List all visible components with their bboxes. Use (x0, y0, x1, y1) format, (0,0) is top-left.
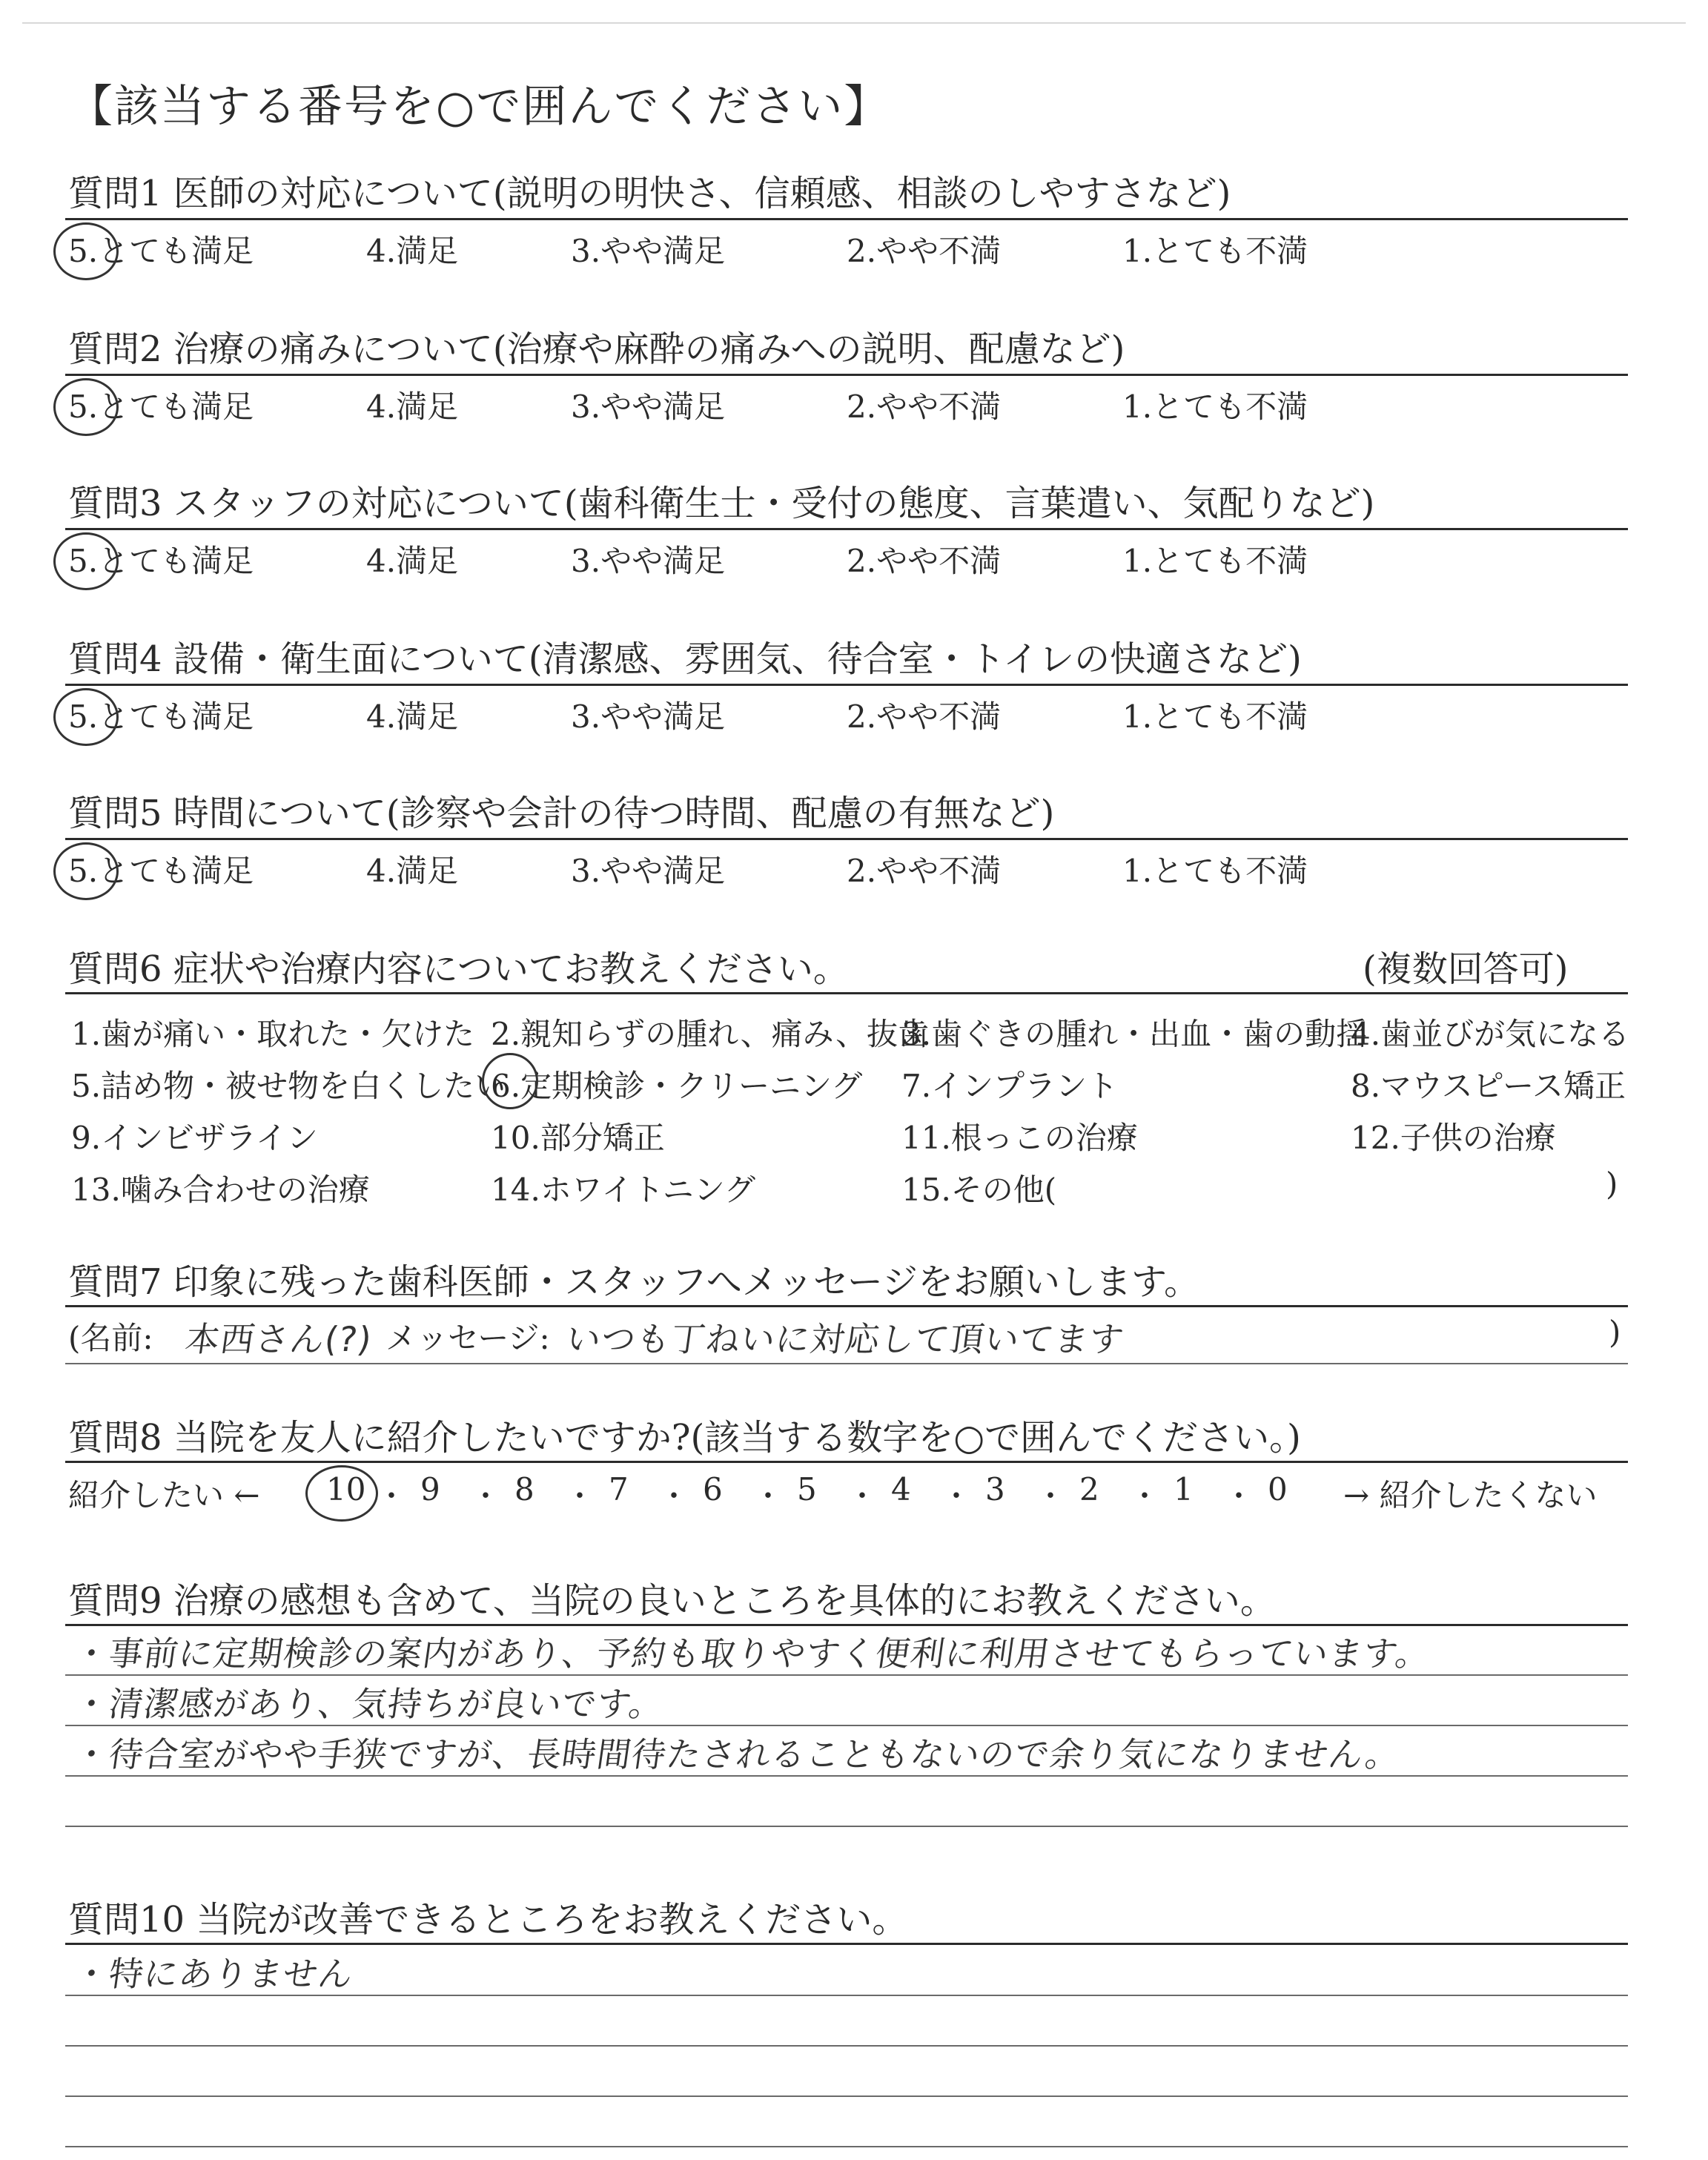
rating-option: 2.やや不満 (847, 233, 1002, 269)
q8-scale-value: 1 (1174, 1471, 1194, 1507)
q6-option: 6.定期検診・クリーニング (491, 1068, 863, 1104)
q10-answer-line (65, 2095, 1628, 2097)
rating-option: 4.満足 (366, 543, 459, 579)
q8-scale-separator: ・ (1130, 1479, 1159, 1513)
q9-answer-line (65, 1725, 1628, 1726)
q8-scale-value: 2 (1079, 1471, 1099, 1507)
q10-label: 質問10 当院が改善できるところをお教えください。 (68, 1899, 908, 1941)
q8-scale-separator: ・ (565, 1479, 595, 1513)
q8-scale-value: 7 (609, 1471, 629, 1507)
q9-answer: ・清潔感があり、気持ちが良いです。 (71, 1684, 667, 1724)
q7-name-prefix: (名前: (68, 1320, 153, 1356)
rating-option: 3.やや満足 (571, 389, 726, 425)
q9-rule (65, 1624, 1628, 1626)
q10-rule (65, 1943, 1628, 1945)
q8-scale-value: 8 (514, 1471, 534, 1507)
rating-selection-circle (53, 688, 119, 746)
rating-option: 3.やや満足 (571, 233, 726, 269)
q9-answer: ・待合室がやや手狭ですが、長時間待たされることもないので余り気になりません。 (71, 1734, 1403, 1774)
q6-option: 9.インビザライン (71, 1120, 318, 1156)
rating-question-rule (65, 528, 1628, 530)
rating-option: 5.とても満足 (68, 543, 254, 579)
rating-option: 1.とても不満 (1122, 543, 1308, 579)
rating-selection-circle (53, 842, 119, 900)
q7-answer-line (65, 1363, 1628, 1364)
q9-label: 質問9 治療の感想も含めて、当院の良いところを具体的にお教えください。 (68, 1580, 1276, 1622)
q8-label: 質問8 当院を友人に紹介したいですか?(該当する数字を○で囲んでください。) (68, 1417, 1301, 1459)
q8-scale-value: 9 (420, 1471, 440, 1507)
rating-option: 1.とても不満 (1122, 698, 1308, 735)
q8-scale-separator: ・ (1036, 1479, 1065, 1513)
q8-scale-value: 4 (891, 1471, 911, 1507)
q8-scale-separator: ・ (753, 1479, 783, 1513)
rating-option: 2.やや不満 (847, 853, 1002, 889)
rating-option: 4.満足 (366, 853, 459, 889)
rating-option: 4.満足 (366, 233, 459, 269)
q10-answer-line (65, 2045, 1628, 2047)
q8-scale-separator: ・ (659, 1479, 689, 1513)
q9-answer-line (65, 1826, 1628, 1827)
rating-selection-circle (53, 378, 119, 436)
q8-scale-value: 10 (326, 1471, 366, 1507)
q8-scale-separator: ・ (847, 1479, 877, 1513)
q8-selection-circle (305, 1465, 378, 1522)
q6-option: 13.噛み合わせの治療 (71, 1172, 370, 1208)
q8-scale-separator: ・ (1224, 1479, 1254, 1513)
q7-label: 質問7 印象に残った歯科医師・スタッフへメッセージをお願いします。 (68, 1261, 1200, 1303)
rating-option: 5.とても満足 (68, 853, 254, 889)
rating-option: 1.とても不満 (1122, 389, 1308, 425)
rating-option: 5.とても満足 (68, 698, 254, 735)
rating-question-label: 質問4 設備・衛生面について(清潔感、雰囲気、待合室・トイレの快適さなど) (68, 638, 1302, 680)
rating-option: 4.満足 (366, 389, 459, 425)
rating-option: 5.とても満足 (68, 389, 254, 425)
q7-rule (65, 1305, 1628, 1307)
rating-question-label: 質問1 医師の対応について(説明の明快さ、信頼感、相談のしやすさなど) (68, 173, 1231, 214)
rating-option: 3.やや満足 (571, 543, 726, 579)
rating-question-rule (65, 218, 1628, 220)
q6-option: ) (1606, 1166, 1618, 1202)
rating-option: 1.とても不満 (1122, 233, 1308, 269)
q6-label: 質問6 症状や治療内容についてお教えください。 (68, 948, 849, 990)
rating-option: 2.やや不満 (847, 543, 1002, 579)
q6-option: 3.歯ぐきの腫れ・出血・歯の動揺 (901, 1016, 1368, 1052)
q9-answer-line (65, 1674, 1628, 1676)
rating-selection-circle (53, 222, 119, 280)
rating-option: 4.満足 (366, 698, 459, 735)
rating-option: 1.とても不満 (1122, 853, 1308, 889)
q8-scale-value: 0 (1268, 1471, 1288, 1507)
q6-option: 11.根っこの治療 (901, 1120, 1138, 1156)
q10-answer-line (65, 1995, 1628, 1996)
q10-answer-line (65, 2146, 1628, 2147)
rating-option: 2.やや不満 (847, 389, 1002, 425)
q6-option: 7.インプラント (901, 1068, 1119, 1104)
q6-note: (複数回答可) (1363, 948, 1569, 990)
rating-option: 3.やや満足 (571, 853, 726, 889)
rating-option: 5.とても満足 (68, 233, 254, 269)
q7-name-value: 本西さん(?) (182, 1319, 375, 1359)
q7-message-value: いつも丁ねいに対応して頂いてます (563, 1319, 1128, 1359)
q8-scale-value: 5 (797, 1471, 817, 1507)
q6-option: 14.ホワイトニング (491, 1172, 756, 1208)
q8-scale-separator: ・ (377, 1479, 406, 1513)
q6-option: 5.詰め物・被せ物を白くしたい (71, 1068, 506, 1104)
q8-scale-separator: ・ (941, 1479, 971, 1513)
q8-right-label: → 紹介したくない (1343, 1477, 1598, 1513)
q6-option: 15.その他( (901, 1172, 1057, 1208)
q7-message-prefix: メッセージ: (385, 1320, 550, 1356)
q6-option: 8.マウスピース矯正 (1351, 1068, 1626, 1104)
q6-option: 2.親知らずの腫れ、痛み、抜歯 (491, 1016, 930, 1052)
q6-option: 12.子供の治療 (1351, 1120, 1556, 1156)
q7-close: ) (1609, 1314, 1621, 1350)
rating-selection-circle (53, 532, 119, 590)
rating-question-rule (65, 374, 1628, 376)
rating-question-rule (65, 838, 1628, 840)
q8-scale-separator: ・ (471, 1479, 500, 1513)
q8-scale-value: 3 (985, 1471, 1005, 1507)
q9-answer: ・事前に定期検診の案内があり、予約も取りやすく便利に利用させてもらっています。 (71, 1634, 1434, 1674)
q6-option: 10.部分矯正 (491, 1120, 665, 1156)
q8-left-label: 紹介したい ← (68, 1477, 260, 1513)
rating-option: 3.やや満足 (571, 698, 726, 735)
q10-answer: ・特にありません (71, 1954, 357, 1994)
q8-rule (65, 1461, 1628, 1463)
q6-selection-circle (482, 1053, 538, 1109)
rating-question-label: 質問2 治療の痛みについて(治療や麻酔の痛みへの説明、配慮など) (68, 328, 1125, 370)
top-border (22, 22, 1686, 24)
rating-question-label: 質問5 時間について(診察や会計の待つ時間、配慮の有無など) (68, 793, 1055, 834)
rating-question-rule (65, 684, 1628, 686)
q6-option: 4.歯並びが気になる (1351, 1016, 1630, 1052)
q9-answer-line (65, 1775, 1628, 1777)
q6-option: 1.歯が痛い・取れた・欠けた (71, 1016, 475, 1052)
rating-question-label: 質問3 スタッフの対応について(歯科衛生士・受付の態度、言葉遣い、気配りなど) (68, 483, 1375, 524)
form-title: 【該当する番号を○で囲んでください】 (68, 81, 890, 133)
rating-option: 2.やや不満 (847, 698, 1002, 735)
q6-rule (65, 992, 1628, 994)
q8-scale-value: 6 (703, 1471, 723, 1507)
